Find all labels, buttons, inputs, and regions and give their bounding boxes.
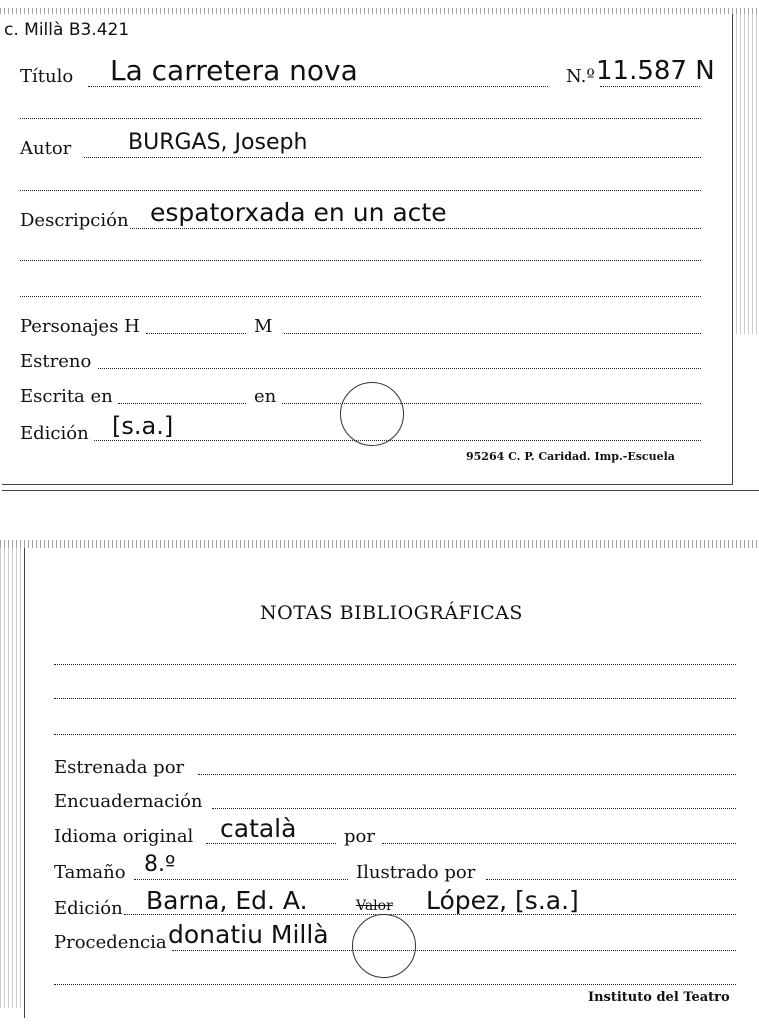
- estrenada-label: Estrenada por: [54, 757, 185, 778]
- call-number: c. Millà B3.421: [4, 20, 130, 40]
- notas-heading: NOTAS BIBLIOGRÁFICAS: [260, 602, 523, 624]
- numero-line: [600, 86, 700, 87]
- estreno-line: [98, 368, 701, 369]
- punch-hole: [340, 382, 404, 446]
- rule-line: [20, 118, 701, 119]
- rule-line: [54, 664, 736, 665]
- encuadernacion-line: [212, 808, 736, 809]
- estrenada-line: [198, 774, 736, 775]
- descripcion-line: [130, 228, 701, 229]
- autor-line: [84, 157, 701, 158]
- valor-label: Valor: [356, 898, 393, 914]
- por-line: [382, 843, 736, 844]
- tamano-line: [134, 879, 348, 880]
- rule-line: [54, 698, 736, 699]
- scan-noise-left: [0, 548, 22, 1008]
- edicion-back-value: Barna, Ed. A.: [146, 886, 308, 915]
- edicion-label: Edición: [20, 423, 89, 444]
- ilustrado-label: Ilustrado por: [356, 862, 476, 883]
- estreno-label: Estreno: [20, 351, 92, 372]
- numero-value: 11.587 N: [596, 56, 715, 86]
- rule-line: [20, 296, 701, 297]
- numero-label: N.º: [566, 66, 595, 87]
- personajes-h-line: [146, 333, 246, 334]
- titulo-value: La carretera nova: [110, 54, 358, 87]
- edicion-back-label: Edición: [54, 898, 123, 919]
- printer-credit: 95264 C. P. Caridad. Imp.-Escuela: [466, 450, 675, 463]
- titulo-label: Título: [20, 66, 74, 87]
- ilustrado-line: [486, 879, 736, 880]
- edicion-line: [94, 440, 701, 441]
- m-label: M: [254, 316, 273, 337]
- scan-noise-top: [0, 8, 759, 14]
- procedencia-line: [172, 950, 736, 951]
- escrita-label: Escrita en: [20, 386, 113, 407]
- scan-noise-right: [736, 14, 758, 334]
- personajes-label: Personajes H: [20, 316, 140, 337]
- descripcion-label: Descripción: [20, 210, 129, 231]
- idioma-label: Idioma original: [54, 826, 194, 847]
- punch-hole: [352, 914, 416, 978]
- en-label: en: [254, 386, 277, 407]
- procedencia-label: Procedencia: [54, 932, 167, 953]
- tamano-label: Tamaño: [54, 862, 126, 883]
- institute-footer: Instituto del Teatro: [588, 990, 730, 1005]
- rule-line: [54, 734, 736, 735]
- idioma-value: català: [220, 814, 297, 843]
- tamano-value: 8.º: [144, 852, 176, 877]
- card-separator-line: [2, 490, 759, 491]
- idioma-line: [206, 843, 336, 844]
- autor-label: Autor: [20, 138, 72, 159]
- por-label: por: [344, 826, 375, 847]
- valor-value: López, [s.a.]: [426, 886, 579, 915]
- rule-line: [54, 984, 736, 985]
- encuadernacion-label: Encuadernación: [54, 791, 203, 812]
- autor-value: BURGAS, Joseph: [128, 130, 308, 155]
- rule-line: [20, 260, 701, 261]
- scan-noise-top: [0, 540, 759, 548]
- personajes-m-line: [284, 333, 701, 334]
- procedencia-value: donatiu Millà: [168, 920, 329, 949]
- descripcion-value: espatorxada en un acte: [150, 198, 447, 227]
- card-back-left-border: [24, 548, 25, 1018]
- edicion-value: [s.a.]: [112, 412, 174, 440]
- rule-line: [20, 190, 701, 191]
- escrita-line: [118, 403, 246, 404]
